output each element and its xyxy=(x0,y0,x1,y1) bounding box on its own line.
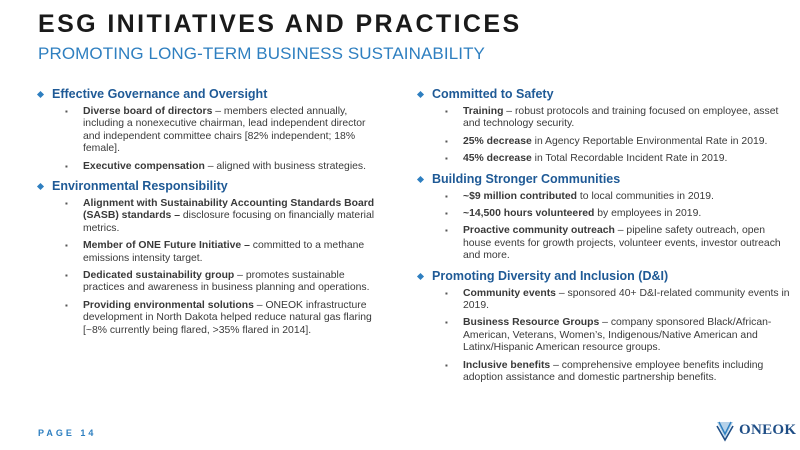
small-bullet-icon: ▪ xyxy=(445,154,448,164)
small-bullet-icon: ▪ xyxy=(445,107,448,116)
list-item-text xyxy=(83,300,383,337)
small-bullet-icon: ▪ xyxy=(445,288,448,298)
list-item-detail: – aligned with business strategies. xyxy=(204,160,366,172)
small-bullet-icon: ▪ xyxy=(445,360,448,370)
list-item-text xyxy=(83,198,383,235)
list-item-text xyxy=(463,153,727,165)
list-item xyxy=(445,225,790,262)
page-number: PAGE 14 xyxy=(38,428,97,438)
list-item-text xyxy=(463,360,790,385)
list-item-detail: – members elected annually, including a nonexecutive chairman, lead independent director and independent committee chairs [82% independent; 18% female]. xyxy=(83,106,366,155)
section-heading xyxy=(38,178,383,194)
diamond-icon xyxy=(37,183,44,190)
section xyxy=(418,268,790,385)
list-item-text xyxy=(463,136,767,148)
list-item xyxy=(445,153,790,165)
list-item-text xyxy=(83,240,383,265)
list-item-text xyxy=(463,106,790,131)
small-bullet-icon: ▪ xyxy=(65,271,68,281)
list-item xyxy=(65,270,383,295)
section xyxy=(418,171,790,263)
list-item-detail: disclosure focusing on financially material metrics. xyxy=(83,210,375,234)
list-item-detail: by employees in 2019. xyxy=(594,208,702,220)
list-item-detail: – company sponsored Black/African-American, Veterans, Women’s, Indigenous/Native American and Latinx/Hispanic American resource groups. xyxy=(463,317,772,354)
bullet-list xyxy=(445,106,790,166)
list-item-text xyxy=(463,208,701,220)
oneok-logo-icon xyxy=(714,418,736,442)
small-bullet-icon: ▪ xyxy=(445,136,448,146)
small-bullet-icon: ▪ xyxy=(65,161,68,171)
list-item xyxy=(445,191,790,203)
list-item-text xyxy=(83,106,383,156)
list-item-text xyxy=(463,288,790,313)
list-item-detail: – comprehensive employee benefits including adoption assistance and domestic partnership benefits. xyxy=(463,359,764,384)
list-item-bold: Executive compensation xyxy=(83,160,205,172)
small-bullet-icon: ▪ xyxy=(65,199,68,209)
section-heading-text: Effective Governance and Oversight xyxy=(52,87,268,101)
small-bullet-icon: ▪ xyxy=(65,300,68,310)
list-item-bold: Dedicated sustainability group xyxy=(83,270,235,282)
list-item xyxy=(445,360,790,385)
list-item-detail: – pipeline safety outreach, open house events for growth projects, volunteer events, investor outreach and more. xyxy=(463,225,781,262)
section-heading xyxy=(418,268,790,284)
diamond-icon xyxy=(417,176,424,183)
section-heading xyxy=(418,86,790,102)
list-item-detail: committed to a methane emissions intensity target. xyxy=(83,240,365,264)
diamond-icon xyxy=(37,91,44,98)
list-item xyxy=(65,240,383,265)
list-item-detail: – promotes sustainable practices and awareness in business planning and operations. xyxy=(83,270,370,294)
bullet-list xyxy=(65,198,383,337)
bullet-list xyxy=(445,288,790,385)
list-item-bold: Diverse board of directors xyxy=(83,106,213,117)
list-item-bold: Providing environmental solutions xyxy=(83,299,254,311)
list-item xyxy=(445,317,790,354)
right-column xyxy=(418,86,790,390)
list-item-bold: Community events xyxy=(463,287,556,299)
list-item xyxy=(65,300,383,337)
list-item xyxy=(65,161,383,173)
small-bullet-icon: ▪ xyxy=(65,107,68,116)
section xyxy=(38,86,383,173)
section-heading-text: Building Stronger Communities xyxy=(432,171,621,186)
list-item-bold: Inclusive benefits xyxy=(463,359,551,371)
list-item-bold: ~$9 million contributed xyxy=(463,190,578,202)
list-item-text xyxy=(463,317,790,354)
list-item-bold: 25% decrease xyxy=(463,135,532,147)
list-item-text xyxy=(83,270,383,295)
page-title: ESG INITIATIVES AND PRACTICES xyxy=(38,10,522,38)
section-heading xyxy=(418,171,790,187)
list-item-bold: Training xyxy=(463,106,504,117)
list-item xyxy=(445,288,790,313)
list-item xyxy=(65,106,383,156)
section-heading-text: Promoting Diversity and Inclusion (D&I) xyxy=(432,268,669,283)
small-bullet-icon: ▪ xyxy=(65,241,68,251)
list-item xyxy=(65,198,383,235)
small-bullet-icon: ▪ xyxy=(445,209,448,219)
section xyxy=(38,178,383,337)
small-bullet-icon: ▪ xyxy=(445,226,448,236)
list-item-detail: in Total Recordable Incident Rate in 2019. xyxy=(531,153,728,165)
list-item-bold: Proactive community outreach xyxy=(463,225,615,237)
list-item-text xyxy=(83,161,366,173)
logo-wordmark: ONEOK xyxy=(739,421,797,438)
list-item-detail: to local communities in 2019. xyxy=(577,190,714,202)
left-column xyxy=(38,86,383,342)
small-bullet-icon: ▪ xyxy=(445,318,448,328)
list-item-text xyxy=(463,191,714,203)
small-bullet-icon: ▪ xyxy=(445,191,448,201)
section-heading-text: Environmental Responsibility xyxy=(52,179,228,194)
diamond-icon xyxy=(417,91,424,98)
list-item-bold: Alignment with Sustainability Accounting Standards Board (SASB) standards – xyxy=(83,198,375,222)
list-item-detail: – sponsored 40+ D&I-related community events in 2019. xyxy=(463,287,790,312)
list-item-bold: ~14,500 hours volunteered xyxy=(463,208,595,220)
diamond-icon xyxy=(417,273,424,280)
section-heading-text: Committed to Safety xyxy=(432,87,554,101)
section-heading xyxy=(38,86,383,102)
list-item-detail: in Agency Reportable Environmental Rate in 2019. xyxy=(531,135,768,147)
list-item-detail: – ONEOK infrastructure development in North Dakota helped reduce natural gas flaring [~8% currently being flared, >35% flared in 2014]. xyxy=(83,299,372,336)
list-item xyxy=(445,208,790,220)
section xyxy=(418,86,790,166)
list-item-bold: Member of ONE Future Initiative – xyxy=(83,240,250,252)
list-item-bold: Business Resource Groups xyxy=(463,317,600,329)
list-item-text xyxy=(463,225,790,262)
list-item xyxy=(445,106,790,131)
list-item-detail: – robust protocols and training focused on employee, asset and technology security. xyxy=(463,106,779,130)
bullet-list xyxy=(445,191,790,263)
oneok-logo xyxy=(714,418,796,442)
list-item-bold: 45% decrease xyxy=(463,153,532,165)
list-item xyxy=(445,136,790,148)
page-subtitle: PROMOTING LONG-TERM BUSINESS SUSTAINABILITY xyxy=(38,44,485,63)
bullet-list xyxy=(65,106,383,173)
